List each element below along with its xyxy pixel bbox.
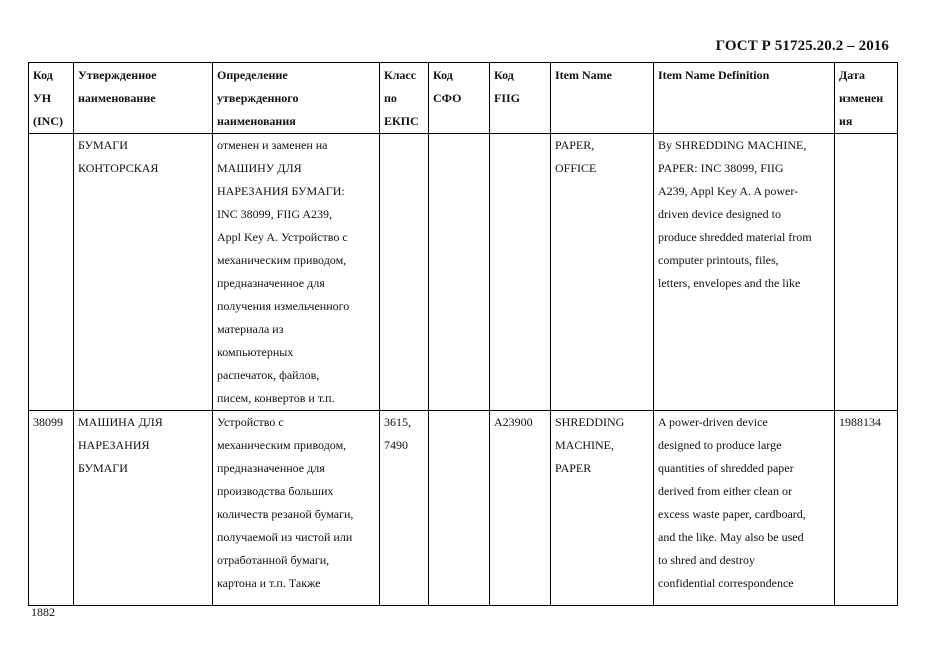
cell-ekps-class: 3615, 7490 — [380, 411, 429, 606]
document-title: ГОСТ Р 51725.20.2 – 2016 — [715, 38, 889, 54]
cell-inc-code — [29, 134, 74, 411]
column-header-fiig-code: Код FIIG — [490, 63, 551, 134]
catalog-table — [28, 62, 898, 606]
page-number: 1882 — [31, 605, 55, 619]
column-header-inc-code: Код УН (INC) — [29, 63, 74, 134]
table-header-row — [29, 63, 898, 134]
cell-sfo-code — [429, 411, 490, 606]
table-row — [29, 134, 898, 411]
column-header-approved-name: Утвержденное наименование — [74, 63, 213, 134]
column-header-item-name-definition: Item Name Definition — [654, 63, 835, 134]
column-header-ekps-class: Класс по ЕКПС — [380, 63, 429, 134]
cell-ekps-class — [380, 134, 429, 411]
cell-name-definition: Устройство с механическим приводом, предназначенное для производства больших количеств резаной бумаги, получаемой из чистой или отработанной бумаги, картона и т.п. Также — [213, 411, 380, 606]
cell-item-name: PAPER, OFFICE — [551, 134, 654, 411]
cell-fiig-code: A23900 — [490, 411, 551, 606]
column-header-item-name: Item Name — [551, 63, 654, 134]
cell-item-name: SHREDDING MACHINE, PAPER — [551, 411, 654, 606]
table-row — [29, 411, 898, 606]
cell-change-date — [835, 134, 898, 411]
cell-fiig-code — [490, 134, 551, 411]
column-header-change-date: Дата изменен ия — [835, 63, 898, 134]
column-header-sfo-code: Код СФО — [429, 63, 490, 134]
cell-approved-name: БУМАГИ КОНТОРСКАЯ — [74, 134, 213, 411]
cell-name-definition: отменен и заменен на МАШИНУ ДЛЯ НАРЕЗАНИЯ БУМАГИ: INC 38099, FIIG A239, Appl Key A. Устройство с механическим приводом, предназначенное для получения измельченного материала из компьютерных распечаток, файлов, писем, конвертов и т.п. — [213, 134, 380, 411]
cell-change-date: 1988134 — [835, 411, 898, 606]
cell-sfo-code — [429, 134, 490, 411]
cell-item-name-definition: By SHREDDING MACHINE, PAPER: INC 38099, FIIG A239, Appl Key A. A power- driven device designed to produce shredded material from computer printouts, files, letters, envelopes and the like — [654, 134, 835, 411]
cell-approved-name: МАШИНА ДЛЯ НАРЕЗАНИЯ БУМАГИ — [74, 411, 213, 606]
cell-item-name-definition: A power-driven device designed to produce large quantities of shredded paper derived from either clean or excess waste paper, cardboard, and the like. May also be used to shred and destroy confidential correspondence — [654, 411, 835, 606]
column-header-name-definition: Определение утвержденного наименования — [213, 63, 380, 134]
cell-inc-code: 38099 — [29, 411, 74, 606]
